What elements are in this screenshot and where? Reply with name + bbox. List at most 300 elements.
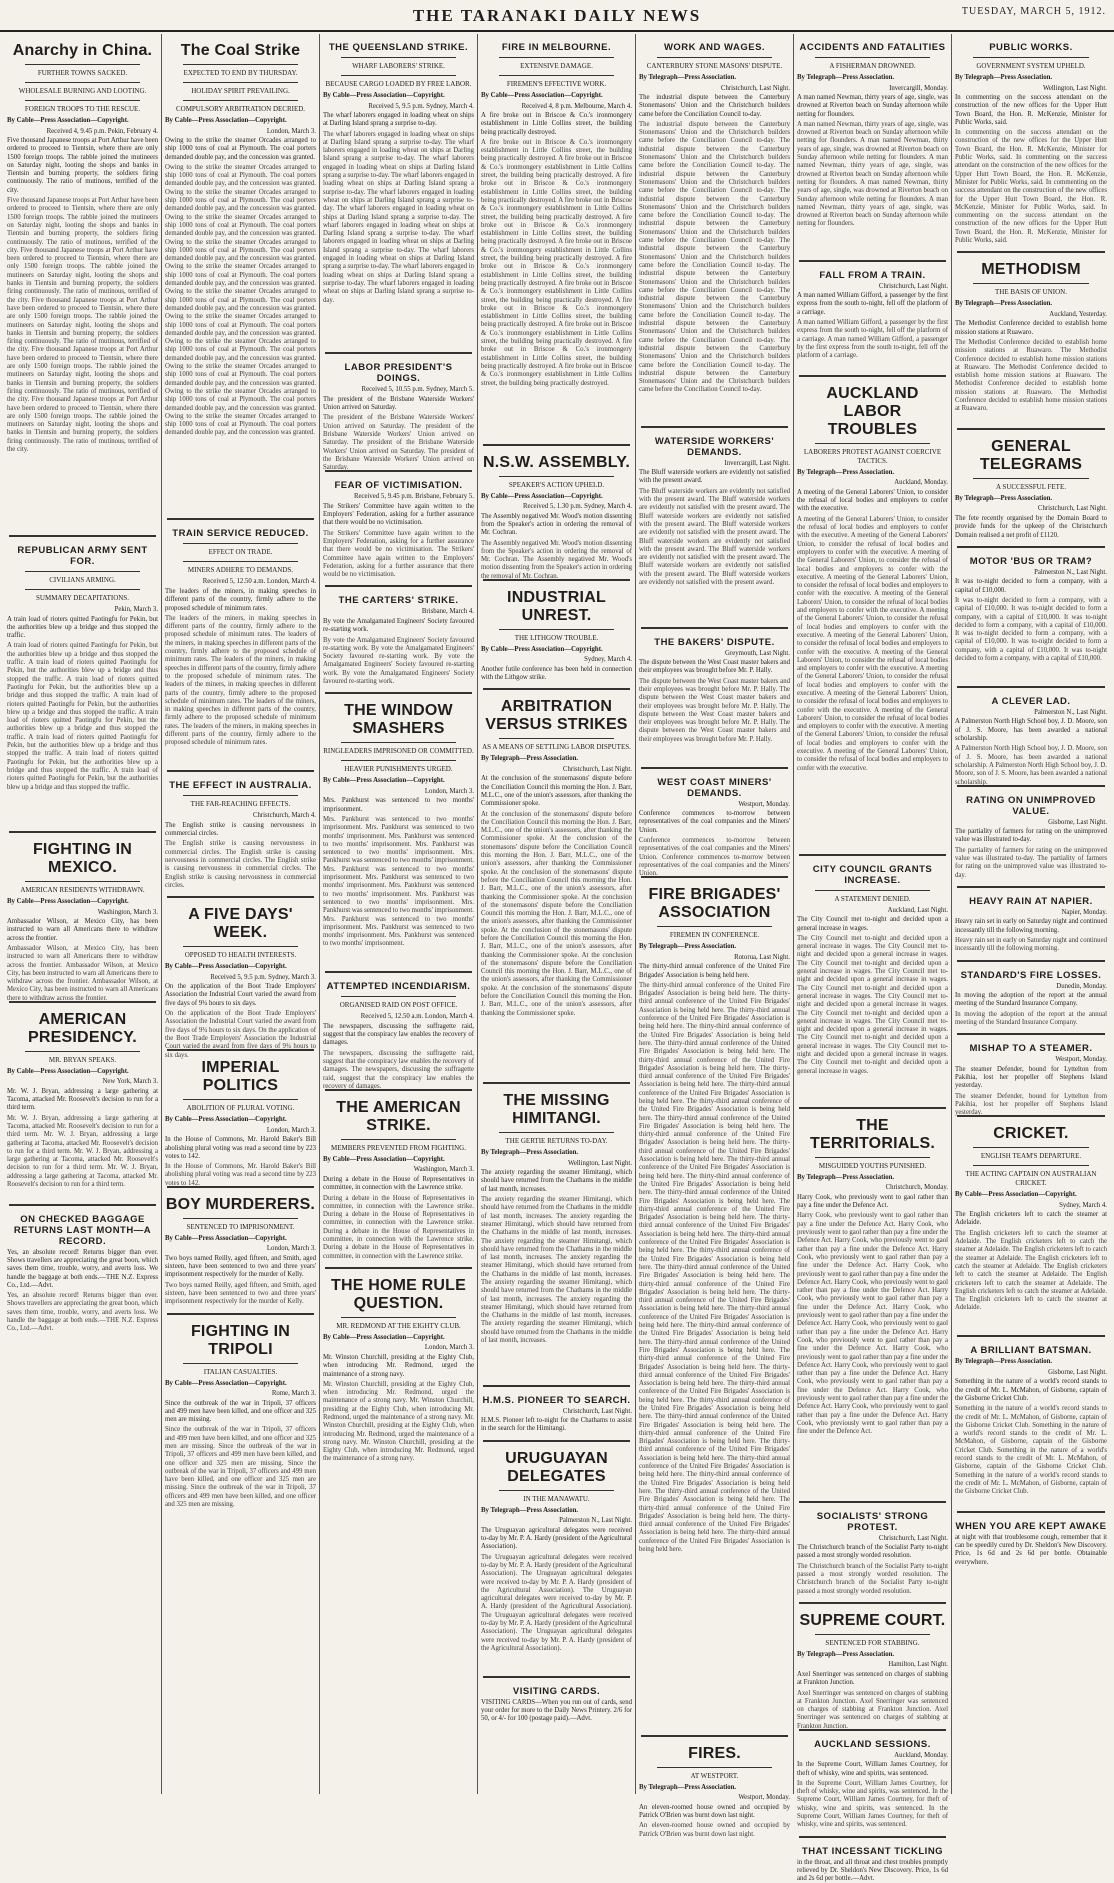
article-body: In the House of Commons, Mr. Harold Baker's Bill abolishing plural voting was read a second time by 223 votes to 142. [165, 1136, 316, 1160]
article-dateline: Pekin, March 3. [114, 606, 158, 614]
article [481, 1440, 632, 1670]
article [639, 1735, 790, 1839]
heading-rule [183, 100, 298, 101]
article-subheading: MEMBERS PREVENTED FROM FIGHTING. [331, 1143, 466, 1152]
article-heading: FIGHTING IN MEXICO. [32, 841, 133, 877]
issue-date: TUESDAY, MARCH 5, 1912. [961, 6, 1106, 17]
column-5 [636, 34, 794, 1838]
article-divider [483, 1385, 630, 1387]
article [481, 444, 632, 580]
article [323, 971, 474, 1090]
article-heading: AUCKLAND SESSIONS. [814, 1738, 931, 1750]
article-body: in the throat, and all throat and chest troubles promptly relieved by Dr. Sheldon's New Discovery. Price, 1s 6d and 2s 6d per bottle.—Advt. [797, 1858, 948, 1883]
article-body-continued: Axel Snerringer was sentenced on charges of stabbing at Frankton Junction. Axel Snerringer was sentenced on charges of stabbing at Frankton Junction. Axel Snerringer was sentenced on charges of stabbing at Frankton Junction. [797, 1689, 948, 1730]
article-byline: By Cable—Press Association—Copyright. [165, 1379, 287, 1387]
article-heading: REPUBLICAN ARMY SENT FOR. [17, 545, 148, 568]
article-subheading: OPPOSED TO HEALTH INTERESTS. [184, 951, 297, 960]
article-body-continued: The wharf laborers engaged in loading wheat on ships at Darling Island sprang a surprise to-day. The wharf laborers engaged in loading wheat on ships at Darling Island sprang a surprise to-day. The wharf laborers engaged in loading wheat on ships at Darling Island sprang a surprise to-day. The wharf laborers engaged in loading wheat on ships at Darling Island sprang a surprise to-day. The wharf laborers engaged in loading wheat on ships at Darling Island sprang a surprise to-day. The wharf laborers engaged in loading wheat on ships at Darling Island sprang a surprise to-day. The wharf laborers engaged in loading wheat on ships at Darling Island sprang a surprise to-day. The wharf laborers engaged in loading wheat on ships at Darling Island sprang a surprise to-day. The wharf laborers engaged in loading wheat on ships at Darling Island sprang a surprise to-day. The wharf laborers engaged in loading wheat on ships at Darling Island sprang a surprise to-day. The wharf laborers engaged in loading wheat on ships at Darling Island sprang a surprise to-day. [323, 130, 474, 304]
article-heading: FIGHTING IN TRIPOLI [190, 1322, 291, 1358]
article-body-continued: Two boys named Reilly, aged fifteen, and Smith, aged sixteen, have been sentenced to two and three years' imprisonment respectively for the murder of Kelly. [165, 1281, 316, 1306]
article-byline: By Cable—Press Association—Copyright. [323, 1155, 445, 1163]
article [323, 470, 474, 579]
article-body: By vote the Amalgamated Engineers' Society favoured re-starting work. [323, 617, 474, 634]
article-subheading: ORGANISED RAID ON POST OFFICE. [339, 1001, 458, 1010]
article-byline: By Cable—Press Association—Copyright. [323, 1333, 445, 1341]
article-subheading: CIVILIANS ARMING. [49, 576, 116, 585]
article-heading: The Coal Strike [180, 42, 301, 59]
article-subheading: THE ACTING CAPTAIN ON AUSTRALIAN CRICKET. [965, 1170, 1097, 1188]
article-body-continued: The Christchurch branch of the Socialist Party to-night passed a most strongly worded resolution. The Christchurch branch of the Socialist Party to-night passed a most strongly worded resolution. [797, 1562, 948, 1595]
article-body: The Bluff waterside workers are evidently not satisfied with the present award. [639, 469, 790, 485]
article-body-continued: Heavy rain set in early on Saturday night and continued incessantly till the following morning. [955, 936, 1107, 953]
article-body: Two boys named Reilly, aged fifteen, and Smith, aged sixteen, have been sentenced to two and three years' imprisonment respectively for the murder of Kelly. [165, 1254, 316, 1279]
article-dateline: London, March 3. [266, 1126, 316, 1134]
article-dateline: Gisborne, Last Night. [1048, 818, 1107, 826]
article-divider [483, 1440, 630, 1442]
column-1 [4, 34, 162, 1794]
article-dateline: Invercargill, Monday. [889, 84, 948, 92]
article [7, 1001, 158, 1198]
article-dateline: Received 5, 1.30 p.m. Sydney, March 4. [522, 503, 632, 511]
article-heading: IMPERIAL POLITICS [201, 1059, 280, 1095]
article-heading: THE EFFECT IN AUSTRALIA. [169, 780, 312, 792]
article [7, 42, 158, 529]
article-body: Since the outbreak of the war in Tripoli, 37 officers and 499 men have been killed, and one officer and 325 men are missing. [165, 1399, 316, 1424]
article-body: Axel Snerringer was sentenced on charges of stabbing at Frankton Junction. [797, 1670, 948, 1687]
article-dateline: London, March 3. [424, 787, 474, 795]
article-dateline: Christchurch, Monday. [885, 1184, 948, 1192]
article-body: VISITING CARDS—When you run out of cards, send your order for more to the Daily News Printery. 2/6 for 50, or 4/- for 100 (postage paid).—Advt. [481, 1698, 632, 1723]
article-heading: BOY MURDERERS. [165, 1195, 316, 1213]
heading-rule [973, 57, 1089, 58]
article-subheading: THE GERTIE RETURNS TO-DAY. [505, 1137, 608, 1146]
article-byline: By Cable—Press Association—Copyright. [7, 1067, 129, 1075]
article-dateline: Rotorua, Last Night. [734, 953, 790, 961]
article [481, 688, 632, 1076]
article-subheading: A FISHERMAN DROWNED. [829, 62, 916, 70]
article-body: Owing to the strike the steamer Orcades arranged to ship 1000 tons of coal at Plymouth. The coal porters demanded double pay, and the concession was granted. [165, 137, 316, 161]
article-divider [957, 686, 1105, 688]
article-heading: A BRILLIANT BATSMAN. [970, 1345, 1092, 1357]
article-dateline: Received 5, 9.5 p.m. Sydney, March 4. [368, 102, 474, 110]
article-divider [641, 426, 788, 428]
heading-rule [183, 561, 298, 562]
article-body-continued: A man named William Gifford, a passenger by the first express from the south to-night, fell off the platform of a carriage. A man named William Gifford, a passenger by the first express from the south to-night, fell off the platform of a carriage. [797, 319, 948, 360]
article-body-continued: Something in the nature of a world's record stands to the credit of Mr. L. McMahon, of Gisborne, captain of the Gisborne Cricket Club. Something in the nature of a world's record stands to the credit of Mr. L. McMahon, of Gisborne, captain of the Gisborne Cricket Club. Something in the nature of a world's record stands to the credit of Mr. L. McMahon, of Gisborne, captain of the Gisborne Cricket Club. Something in the nature of a world's record stands to the credit of Mr. L. McMahon, of Gisborne, captain of the Gisborne Cricket Club. [955, 1405, 1107, 1496]
article-subheading: AMERICAN RESIDENTS WITHDRAWN. [20, 886, 145, 895]
heading-rule [815, 1157, 930, 1158]
article-divider [799, 1836, 946, 1838]
article-subheading: THE LITHGOW TROUBLE. [514, 633, 599, 642]
article-heading: WORK AND WAGES. [663, 42, 766, 53]
masthead [0, 0, 1114, 32]
article-heading: SOCIALISTS' STRONG PROTEST. [816, 1510, 929, 1533]
column-3 [320, 34, 478, 1794]
heading-rule [25, 64, 140, 65]
article-body-continued: The English cricketers left to catch the steamer at Adelaide. The English cricketers left to catch the steamer at Adelaide. The English cricketers left to catch the steamer at Adelaide. The English cricketers left to catch the steamer at Adelaide. The English cricketers left to catch the steamer at Adelaide. The English cricketers left to catch the steamer at Adelaide. The English cricketers left to catch the steamer at Adelaide. The English cricketers left to catch the steamer at Adelaide. [955, 1229, 1107, 1312]
article-body: A man named Newman, thirty years of age, single, was drowned at Riverton beach on Sunday afternoon while netting for flounders. [797, 94, 948, 118]
article [323, 42, 474, 346]
article [639, 426, 790, 621]
article-subheading: EXTENSIVE DAMAGE. [520, 62, 593, 70]
article [323, 692, 474, 965]
article-divider [799, 1107, 946, 1109]
heading-rule [973, 478, 1089, 479]
article-divider [957, 251, 1105, 253]
heading-rule [341, 75, 456, 76]
article [955, 886, 1107, 954]
article-dateline: Gisborne, Last Night. [1048, 1368, 1107, 1376]
article-body: An eleven-roomed house owned and occupied by Patrick O'Brien was burnt down last night. [639, 1803, 790, 1820]
article-body-continued: By vote the Amalgamated Engineers' Society favoured re-starting work. By vote the Amalgamated Engineers' Society favoured re-starting work. By vote the Amalgamated Engineers' Society favoured re-starting work. By vote the Amalgamated Engineers' Society favoured re-starting work. [323, 636, 474, 686]
article-dateline: Westport, Monday. [1055, 1056, 1107, 1064]
article [165, 1049, 316, 1187]
article [955, 686, 1107, 786]
heading-rule [341, 760, 456, 761]
article-heading: AMERICAN PRESIDENCY. [28, 1010, 137, 1046]
article-subheading: BECAUSE CARGO LOADED BY FREE LABOR. [325, 80, 472, 88]
article-heading: ATTEMPTED INCENDIARISM. [326, 981, 471, 993]
article-subheading: THE BASIS OF UNION. [995, 288, 1067, 297]
heading-rule [499, 1490, 614, 1491]
article-heading: THE BAKERS' DISPUTE. [654, 636, 775, 648]
article [323, 352, 474, 472]
article-dateline: Auckland, Monday. [894, 1751, 948, 1759]
article [165, 1313, 316, 1526]
article-body: The newspapers, discussing the suffragette raid, suggest that the conspiracy law enables the recovery of damages. [323, 1022, 474, 1047]
article-divider [167, 1313, 314, 1315]
article-byline: By Cable—Press Association—Copyright. [165, 1116, 287, 1124]
article-divider [641, 876, 788, 878]
article-dateline: Received 4, 8 p.m. Melbourne, March 4. [521, 102, 632, 110]
article-subheading: RINGLEADERS IMPRISONED OR COMMITTED. [323, 747, 474, 756]
article-dateline: Washington, March 3. [413, 1166, 474, 1174]
article-heading: FALL FROM A TRAIN. [819, 269, 926, 281]
heading-rule [341, 996, 456, 997]
article [323, 1267, 474, 1464]
article-dateline: London, March 3. [424, 1344, 474, 1352]
article-divider [9, 535, 156, 537]
article-body: Another futile conference has been held in connection with the Lithgow strike. [481, 665, 632, 682]
article-subheading: EXPECTED TO END BY THURSDAY. [183, 69, 298, 77]
article-heading: THE HOME RULE QUESTION. [330, 1276, 467, 1312]
article-heading: Anarchy in China. [12, 42, 153, 59]
article-divider [483, 1082, 630, 1084]
article-dateline: Invercargill, Last Night. [724, 459, 790, 467]
article-byline: By Telegraph—Press Association. [639, 74, 737, 81]
article-body: The industrial dispute between the Canterbury Stonemasons' Union and the Christchurch builders came before the Conciliation Council to-day. [639, 94, 790, 118]
heading-rule [25, 589, 140, 590]
heading-rule [657, 57, 772, 58]
article-heading: H.M.S. PIONEER TO SEARCH. [482, 1394, 631, 1406]
article-heading: A CLEVER LAD. [991, 695, 1071, 707]
article-body: The leaders of the miners, in making speeches in different parts of the country, firmly adhere to the proposed schedule of minimum rates. [165, 587, 316, 612]
article-body-continued: Since the outbreak of the war in Tripoli, 37 officers and 499 men have been killed, and one officer and 325 men are missing. Since the outbreak of the war in Tripoli, 37 officers and 499 men have been killed, and one officer and 325 men are missing. Since the outbreak of the war in Tripoli, 37 officers and 499 men have been killed, and one officer and 325 men are missing. Since the outbreak of the war in Tripoli, 37 officers and 499 men have been killed, and one officer and 325 men are missing. [165, 1426, 316, 1509]
article-body: A train load of rioters quitted Paotingfu for Pekin, but the authorities blew up a bridge and thus stopped the traffic. [7, 615, 158, 640]
article-body-continued: At the conclusion of the stonemasons' dispute before the Conciliation Council this morning the Hon. J. Barr, M.L.C., one of the union's assessors, after thanking the Commissioner spoke. At the conclusion of the stonemasons' dispute before the Conciliation Council this morning the Hon. J. Barr, M.L.C., one of the union's assessors, after thanking the Commissioner spoke. At the conclusion of the stonemasons' dispute before the Conciliation Council this morning the Hon. J. Barr, M.L.C., one of the union's assessors, after thanking the Commissioner spoke. At the conclusion of the stonemasons' dispute before the Conciliation Council this morning the Hon. J. Barr, M.L.C., one of the union's assessors, after thanking the Commissioner spoke. At the conclusion of the stonemasons' dispute before the Conciliation Council this morning the Hon. J. Barr, M.L.C., one of the union's assessors, after thanking the Commissioner spoke. At the conclusion of the stonemasons' dispute before the Conciliation Council this morning the Hon. J. Barr, M.L.C., one of the union's assessors, after thanking the Commissioner spoke. At the conclusion of the stonemasons' dispute before the Conciliation Council this morning the Hon. J. Barr, M.L.C., one of the union's assessors, after thanking the Commissioner spoke. [481, 810, 632, 1017]
article-dateline: Palmerston N., Last Night. [559, 1517, 632, 1525]
article-body-continued: A train load of rioters quitted Paotingfu for Pekin, but the authorities blew up a bridge and thus stopped the traffic. A train load of rioters quitted Paotingfu for Pekin, but the authorities blew up a bridge and thus stopped the traffic. A train load of rioters quitted Paotingfu for Pekin, but the authorities blew up a bridge and thus stopped the traffic. A train load of rioters quitted Paotingfu for Pekin, but the authorities blew up a bridge and thus stopped the traffic. A train load of rioters quitted Paotingfu for Pekin, but the authorities blew up a bridge and thus stopped the traffic. A train load of rioters quitted Paotingfu for Pekin, but the authorities blew up a bridge and thus stopped the traffic. A train load of rioters quitted Paotingfu for Pekin, but the authorities blew up a bridge and thus stopped the traffic. A train load of rioters quitted Paotingfu for Pekin, but the authorities blew up a bridge and thus stopped the traffic. [7, 642, 158, 791]
article-body-continued: The Strikers' Committee have again written to the Employers' Federation, asking for a further assurance that there would be no victimisation. The Strikers' Committee have again written to the Employers' Federation, asking for a further assurance that there would be no victimisation. [323, 529, 474, 579]
heading-rule [499, 1132, 614, 1133]
article-body-continued: The dispute between the West Coast master bakers and their employees was brought before Mr. P. Hally. The dispute between the West Coast master bakers and their employees was brought before Mr. P. Hally. The dispute between the West Coast master bakers and their employees was brought before Mr. P. Hally. The dispute between the West Coast master bakers and their employees was brought before Mr. P. Hally. [639, 677, 790, 743]
article-body: A Palmerston North High School boy, J. D. Moore, son of J. S. Moore, has been awarded a national scholarship. [955, 718, 1107, 743]
article-body: The wharf laborers engaged in loading wheat on ships at Darling Island sprang a surprise to-day. [323, 112, 474, 128]
article-body: The steamer Defender, bound for Lyttelton from Pakihia, lost her propeller off Stephens Island yesterday. [955, 1065, 1107, 1090]
article-dateline: Received 5, 9.5 p.m. Sydney, March 3. [210, 973, 316, 981]
heading-rule [25, 1051, 140, 1052]
article-byline: By Cable—Press Association—Copyright. [323, 92, 445, 99]
article [639, 767, 790, 878]
article-body: The English cricketers left to catch the steamer at Adelaide. [955, 1211, 1107, 1227]
article-divider [957, 960, 1105, 962]
article-heading: HEAVY RAIN AT NAPIER. [969, 895, 1093, 907]
article-heading: METHODISM [981, 261, 1081, 279]
article-dateline: Dunedin, Monday. [1056, 982, 1107, 990]
article-subheading: WHARF LABORERS' STRIKE. [352, 62, 445, 70]
article [165, 42, 316, 512]
article-subheading: AT WESTPORT. [690, 1771, 739, 1780]
article [639, 876, 790, 1729]
article-subheading: MR. BRYAN SPEAKS. [48, 1055, 117, 1064]
article-dateline: Palmerston N., Last Night. [1034, 708, 1107, 716]
heading-rule [341, 1317, 456, 1318]
article-byline: By Cable—Press Association—Copyright. [165, 963, 287, 971]
article-divider [957, 1511, 1105, 1513]
article [797, 375, 948, 848]
article [481, 579, 632, 683]
article [639, 627, 790, 761]
article-body: A fire broke out in Briscoe & Co.'s ironmongery establishment in Little Collins street, the building being practically destroyed. [481, 112, 632, 136]
article-divider [325, 352, 472, 354]
article-dateline: Received 4, 9.45 p.m. Pekin, February 4. [46, 127, 158, 135]
article-byline: By Telegraph—Press Association. [481, 755, 579, 763]
article-body: at night with that troublesome cough, remember that it can be speedily cured by Dr. Sheldon's New Discovery. Price, 1s 6d and 2s 6d per bottle. Obtainable everywhere. [955, 1533, 1107, 1566]
article-dateline: Sydney, March 4. [1059, 1201, 1107, 1209]
newspaper-title: THE TARANAKI DAILY NEWS [412, 6, 702, 25]
article-heading: WEST COAST MINERS' DEMANDS. [657, 776, 772, 799]
article [797, 854, 948, 1101]
article-byline: By Telegraph—Press Association. [481, 1149, 579, 1157]
article-body-continued: During a debate in the House of Representatives in committee, in connection with the Lawrence strike. During a debate in the House of Representatives in committee, in connection with the Lawrence strike. During a debate in the House of Representatives in committee, in connection with the Lawrence strike. During a debate in the House of Representatives in committee, in connection with the Lawrence strike. [323, 1194, 474, 1260]
article-body: The anxiety regarding the steamer Himitangi, which should have returned from the Chathams in the middle of last month, increases. [481, 1169, 632, 1193]
heading-rule [815, 890, 930, 891]
article-heading: THE WINDOW SMASHERS [344, 702, 453, 738]
article-divider [957, 546, 1105, 548]
heading-rule [499, 75, 614, 76]
heading-rule [499, 57, 614, 58]
article-byline: By Cable—Press Association—Copyright. [7, 117, 129, 124]
heading-rule [25, 571, 140, 572]
article-body: The Assembly negatived Mr. Wood's motion dissenting from the Speaker's action in ordering the removal of Mr. Cochran. [481, 512, 632, 537]
article [481, 1676, 632, 1724]
article-body-continued: The industrial dispute between the Canterbury Stonemasons' Union and the Christchurch builders came before the Conciliation Council to-day. The industrial dispute between the Canterbury Stonemasons' Union and the Christchurch builders came before the Conciliation Council to-day. The industrial dispute between the Canterbury Stonemasons' Union and the Christchurch builders came before the Conciliation Council to-day. The industrial dispute between the Canterbury Stonemasons' Union and the Christchurch builders came before the Conciliation Council to-day. The industrial dispute between the Canterbury Stonemasons' Union and the Christchurch builders came before the Conciliation Council to-day. The industrial dispute between the Canterbury Stonemasons' Union and the Christchurch builders came before the Conciliation Council to-day. The industrial dispute between the Canterbury Stonemasons' Union and the Christchurch builders came before the Conciliation Council to-day. The industrial dispute between the Canterbury Stonemasons' Union and the Christchurch builders came before the Conciliation Council to-day. The industrial dispute between the Canterbury Stonemasons' Union and the Christchurch builders came before the Conciliation Council to-day. The industrial dispute between the Canterbury Stonemasons' Union and the Christchurch builders came before the Conciliation Council to-day. The industrial dispute between the Canterbury Stonemasons' Union and the Christchurch builders came before the Conciliation Council to-day. [639, 120, 790, 394]
heading-rule [183, 82, 298, 83]
article-byline: By Telegraph—Press Association. [797, 1173, 895, 1181]
article-dateline: Sydney, March 4. [584, 656, 632, 664]
article-byline: By Telegraph—Press Association. [639, 943, 737, 951]
article [7, 535, 158, 825]
heading-rule [183, 795, 298, 796]
article-byline: By Cable—Press Association—Copyright. [165, 117, 287, 124]
article-byline: By Cable—Press Association—Copyright. [165, 1234, 287, 1242]
article-heading: FIRES. [688, 1744, 741, 1762]
article-body-continued: Ambassador Wilson, at Mexico City, has been instructed to warn all Americans there to withdraw across the frontier. Ambassador Wilson, at Mexico City, has been instructed to warn all Americans there to withdraw across the frontier. Ambassador Wilson, at Mexico City, has been instructed to warn all Americans there to withdraw across the frontier. [7, 944, 158, 1002]
article-dateline: Christchurch, March 4. [252, 812, 316, 820]
article-dateline: New York, March 3. [102, 1078, 158, 1086]
article-divider [641, 1735, 788, 1737]
article-dateline: Rome, March 3. [271, 1390, 316, 1397]
article-body: Something in the nature of a world's record stands to the credit of Mr. L. McMahon, of Gisborne, captain of the Gisborne Cricket Club. [955, 1378, 1107, 1402]
article-byline: By Telegraph—Press Association. [639, 1783, 737, 1791]
heading-rule [183, 946, 298, 947]
article-dateline: Christchurch, Last Night. [720, 84, 790, 92]
article-dateline: London, March 3. [266, 127, 316, 135]
article-subheading: SENTENCED TO IMPRISONMENT. [186, 1222, 295, 1231]
article [165, 1186, 316, 1307]
article-dateline: Greymouth, Last Night. [725, 649, 790, 657]
article [797, 260, 948, 369]
article-divider [799, 1501, 946, 1503]
heading-rule [183, 64, 298, 65]
article-body: The Uruguayan agricultural delegates were received to-day by Mr. P. A. Hardy (president of the Agricultural Association). [481, 1526, 633, 1551]
article [955, 428, 1107, 540]
article [639, 42, 790, 420]
heading-rule [341, 1139, 456, 1140]
article-body-continued: It was to-night decided to form a company, with a capital of £10,000. It was to-night decided to form a company, with a capital of £10,000. It was to-night decided to form a company, with a capital of £10,000. It was to-night decided to form a company, with a capital of £10,000. It was to-night decided to form a company, with a capital of £10,000. It was to-night decided to form a company, with a capital of £10,000. [955, 596, 1107, 663]
article-body-continued: The City Council met to-night and decided upon a general increase in wages. The City Council met to-night and decided upon a general increase in wages. The City Council met to-night and decided upon a general increase in wages. The City Council met to-night and decided upon a general increase in wages. The City Council met to-night and decided upon a general increase in wages. The City Council met to-night and decided upon a general increase in wages. The City Council met to-night and decided upon a general increase in wages. The City Council met to-night and decided upon a general increase in wages. The City Council met to-night and decided upon a general increase in wages. The City Council met to-night and decided upon a general increase in wages. The City Council met to-night and decided upon a general increase in wages. [797, 934, 948, 1075]
article-heading: AUCKLAND LABOR TROUBLES [826, 384, 919, 438]
article-body-continued: Mrs. Pankhurst was sentenced to two months' imprisonment. Mrs. Pankhurst was sentenced to two months' imprisonment. Mrs. Pankhurst was sentenced to two months' imprisonment. Mrs. Pankhurst was sentenced to two months' imprisonment. Mrs. Pankhurst was sentenced to two months' imprisonment. Mrs. Pankhurst was sentenced to two months' imprisonment. Mrs. Pankhurst was sentenced to two months' imprisonment. Mrs. Pankhurst was sentenced to two months' imprisonment. Mrs. Pankhurst was sentenced to two months' imprisonment. Mrs. Pankhurst was sentenced to two months' imprisonment. Mrs. Pankhurst was sentenced to two months' imprisonment. Mrs. Pankhurst was sentenced to two months' imprisonment. Mrs. Pankhurst was sentenced to two months' imprisonment. [323, 815, 474, 948]
article-subheading: FURTHER TOWNS SACKED. [37, 69, 128, 77]
article-body: Ambassador Wilson, at Mexico City, has been instructed to warn all Americans there to withdraw across the frontier. [7, 918, 158, 942]
article [481, 1385, 632, 1434]
article-subheading: CANTERBURY STONE MASONS' DISPUTE. [646, 62, 783, 70]
article-body-continued: In the Supreme Court, William James Courtney, for theft of whisky, wine and spirits, was sentenced. In the Supreme Court, William James Courtney, for theft of whisky, wine and spirits, was sentenced. In the Supreme Court, William James Courtney, for theft of whisky, wine and spirits, was sentenced. [797, 1779, 948, 1829]
article-body: The Christchurch branch of the Socialist Party to-night passed a most strongly worded resolution. [797, 1544, 948, 1560]
article-byline: By Telegraph—Press Association. [481, 1506, 579, 1514]
article-body: The fete recently organised by the Domain Board to provide funds for the upkeep of the Christchurch Domain realised a net profit of £1120. [955, 514, 1107, 539]
article-body-continued: The Methodist Conference decided to establish home mission stations at Ruawaro. The Methodist Conference decided to establish home mission stations at Ruawaro. The Methodist Conference decided to establish home mission stations at Ruawaro. The Methodist Conference decided to establish home mission stations at Ruawaro. The Methodist Conference decided to establish home mission stations at Ruawaro. [955, 338, 1107, 413]
heading-rule [25, 881, 140, 882]
heading-rule [183, 1099, 298, 1100]
article-divider [325, 692, 472, 694]
article-dateline: Christchurch, Last Night. [1037, 505, 1107, 513]
article-heading: WATERSIDE WORKERS' DEMANDS. [654, 435, 775, 458]
article-body-continued: The Assembly negatived Mr. Wood's motion dissenting from the Speaker's action in ordering the removal of Mr. Cochran. The Assembly negatived Mr. Wood's motion dissenting from the Speaker's action in ordering the removal of Mr. Cochran. [481, 539, 632, 580]
heading-rule [815, 1634, 930, 1635]
article-subheading: COMPULSORY ARBITRATION DECRIED. [175, 105, 306, 113]
article-heading: A FIVE DAYS' WEEK. [188, 906, 293, 942]
article-body: In commenting on the success attendant on the construction of the new offices for the Upper Hutt Town Board, the Hon. R. McKenzie, Minister for Public Works, said. [955, 94, 1107, 126]
article-dateline: Wellington, Last Night. [1042, 84, 1107, 92]
article-subheading: MISGUIDED YOUTHS PUNISHED. [818, 1161, 927, 1170]
article-heading: ON CHECKED BAGGAGE RETURNS LAST MONTH—A RECORD. [13, 1213, 152, 1247]
article-heading: CRICKET. [993, 1125, 1069, 1143]
article-divider [957, 886, 1105, 888]
article-dateline: Auckland, Last Night. [887, 906, 948, 914]
article [955, 546, 1107, 680]
article-body-continued: The anxiety regarding the steamer Himitangi, which should have returned from the Chathams in the middle of last month, increases. The anxiety regarding the steamer Himitangi, which should have returned from the Chathams in the middle of last month, increases. The anxiety regarding the steamer Himitangi, which should have returned from the Chathams in the middle of last month, increases. The anxiety regarding the steamer Himitangi, which should have returned from the Chathams in the middle of last month, increases. The anxiety regarding the steamer Himitangi, which should have returned from the Chathams in the middle of last month, increases. The anxiety regarding the steamer Himitangi, which should have returned from the Chathams in the middle of last month, increases. The anxiety regarding the steamer Himitangi, which should have returned from the Chathams in the middle of last month, increases. [481, 1196, 632, 1345]
article-divider [957, 1033, 1105, 1035]
article-byline: By Telegraph—Press Association. [797, 74, 895, 81]
article-body: Conference commences to-morrow between representatives of the coal companies and the Miners' Union. [639, 810, 790, 834]
article-body-continued: In commenting on the success attendant on the construction of the new offices for the Upper Hutt Town Board, the Hon. R. McKenzie, Minister for Public Works, said. In commenting on the success attendant on the construction of the new offices for the Upper Hutt Town Board, the Hon. R. McKenzie, Minister for Public Works, said. In commenting on the success attendant on the construction of the new offices for the Upper Hutt Town Board, the Hon. R. McKenzie, Minister for Public Works, said. In commenting on the success attendant on the construction of the new offices for the Upper Hutt Town Board, the Hon. R. McKenzie, Minister for Public Works, said. [955, 129, 1107, 245]
article-byline: By Telegraph—Press Association. [955, 1358, 1053, 1366]
article-heading: THE MISSING HIMITANGI. [503, 1092, 610, 1128]
article-byline: By Telegraph—Press Association. [797, 1650, 895, 1658]
article-subheading: FIREMEN'S EFFECTIVE WORK. [506, 80, 607, 88]
article-divider [483, 688, 630, 690]
article-body: During a debate in the House of Representatives in committee, in connection with the Lawrence strike. [323, 1175, 474, 1192]
article-body-continued: A fire broke out in Briscoe & Co.'s ironmongery establishment in Little Collins street, the building being practically destroyed. A fire broke out in Briscoe & Co.'s ironmongery establishment in Little Collins street, the building being practically destroyed. A fire broke out in Briscoe & Co.'s ironmongery establishment in Little Collins street, the building being practically destroyed. A fire broke out in Briscoe & Co.'s ironmongery establishment in Little Collins street, the building being practically destroyed. A fire broke out in Briscoe & Co.'s ironmongery establishment in Little Collins street, the building being practically destroyed. A fire broke out in Briscoe & Co.'s ironmongery establishment in Little Collins street, the building being practically destroyed. A fire broke out in Briscoe & Co.'s ironmongery establishment in Little Collins street, the building being practically destroyed. A fire broke out in Briscoe & Co.'s ironmongery establishment in Little Collins street, the building being practically destroyed. A fire broke out in Briscoe & Co.'s ironmongery establishment in Little Collins street, the building being practically destroyed. A fire broke out in Briscoe & Co.'s ironmongery establishment in Little Collins street, the building being practically destroyed. A fire broke out in Briscoe & Co.'s ironmongery establishment in Little Collins street, the building being practically destroyed. A fire broke out in Briscoe & Co.'s ironmongery establishment in Little Collins street, the building being practically destroyed. [481, 138, 632, 387]
article-subheading: SUMMARY DECAPITATIONS. [36, 594, 129, 603]
article [323, 1089, 474, 1261]
article-heading: THE TERRITORIALS. [810, 1116, 935, 1152]
article-body-continued: Mr. W. J. Bryan, addressing a large gathering at Tacoma, attacked Mr. Roosevelt's decision to run for a third term. Mr. W. J. Bryan, addressing a large gathering at Tacoma, attacked Mr. Roosevelt's decision to run for a third term. Mr. W. J. Bryan, addressing a large gathering at Tacoma, attacked Mr. Roosevelt's decision to run for a third term. Mr. W. J. Bryan, addressing a large gathering at Tacoma, attacked Mr. Roosevelt's decision to run for a third term. [7, 1114, 158, 1189]
article-subheading: GOVERNMENT SYSTEM UPHELD. [976, 62, 1086, 70]
heading-rule [341, 742, 456, 743]
article-body: The thirty-third annual conference of the United Fire Brigades' Association is being held here. [639, 963, 790, 979]
article-byline: By Telegraph—Press Association. [955, 74, 1053, 81]
article-body: The English strike is causing nervousness in commercial circles. [165, 821, 316, 838]
heading-rule [25, 82, 140, 83]
article-dateline: Received 5, 12.50 a.m. London, March 4. [360, 1013, 474, 1021]
article-body-continued: The English strike is causing nervousness in commercial circles. The English strike is causing nervousness in commercial circles. The English strike is causing nervousness in commercial circles. The English strike is causing nervousness in commercial circles. [165, 840, 316, 889]
article-body-continued: An eleven-roomed house owned and occupied by Patrick O'Brien was burnt down last night. [639, 1822, 790, 1838]
article [165, 770, 316, 890]
article-subheading: ENGLISH TEAM'S DEPARTURE. [980, 1152, 1082, 1161]
article-heading: LABOR PRESIDENT'S DOINGS. [344, 362, 453, 385]
column-4 [478, 34, 636, 1794]
article-byline: By Cable—Press Association—Copyright. [955, 1191, 1077, 1199]
article-heading: RATING ON UNIMPROVED VALUE. [966, 794, 1096, 817]
article [955, 1335, 1107, 1504]
article [165, 896, 316, 1059]
article [7, 831, 158, 1002]
article-body: At the conclusion of the stonemasons' dispute before the Conciliation Council this morning the Hon. J. Barr, M.L.C., one of the union's assessors, after thanking the Commissioner spoke. [481, 775, 632, 808]
article-body: Five thousand Japanese troops at Port Arthur have been ordered to proceed to Tientsin, where there are only 1500 foreign troops. The rabble joined the mutineers on Saturday night, looting the shops and banks in Tientsin and burning property, the soldiers firing continuously. The ratio of mutinous, terrified of the city. [7, 137, 159, 194]
article [797, 1107, 948, 1495]
article [323, 585, 474, 686]
article-body: The partiality of farmers for rating on the unimproved value was illustrated to-day. [955, 828, 1107, 844]
article-byline: By Telegraph—Press Association. [955, 300, 1053, 308]
article [797, 1836, 948, 1883]
article-subheading: FIREMEN IN CONFERENCE. [669, 931, 760, 940]
article [797, 1602, 948, 1730]
heading-rule [183, 1218, 298, 1219]
column-7 [952, 34, 1110, 1794]
article-heading: WHEN YOU ARE KEPT AWAKE [955, 1520, 1107, 1532]
article-dateline: Hamilton, Last Night. [888, 1661, 948, 1669]
article-heading: INDUSTRIAL UNREST. [507, 588, 606, 624]
article-dateline: Received 5, 10.55 p.m. Sydney, March 5. [361, 386, 474, 394]
heading-rule [183, 543, 298, 544]
article-heading: GENERAL TELEGRAMS [979, 437, 1083, 473]
heading-rule [973, 1147, 1089, 1148]
article [7, 1204, 158, 1333]
article-heading: CITY COUNCIL GRANTS INCREASE. [812, 863, 933, 886]
heading-rule [973, 283, 1089, 284]
article-heading: STANDARD'S FIRE LOSSES. [960, 969, 1102, 981]
article-body-continued: On the application of the Boot Trade Employers' Association the Industrial Court varied the award from five days of 9¾ hours to six days. On the application of the Boot Trade Employers' Association the Industrial Court varied the award from five days of 9¾ hours to six days. [165, 1010, 316, 1059]
article-body: The dispute between the West Coast master bakers and their employees was brought before Mr. P. Hally. [639, 659, 790, 675]
article-divider [483, 1676, 630, 1678]
article-body: The Strikers' Committee have again written to the Employers' Federation, asking for a further assurance that there would be no victimisation. [323, 502, 474, 527]
article-dateline: Wellington, Last Night. [567, 1159, 632, 1167]
article-byline: By Telegraph—Press Association. [797, 468, 895, 476]
article-heading: FIRE BRIGADES' ASSOCIATION [648, 886, 781, 922]
